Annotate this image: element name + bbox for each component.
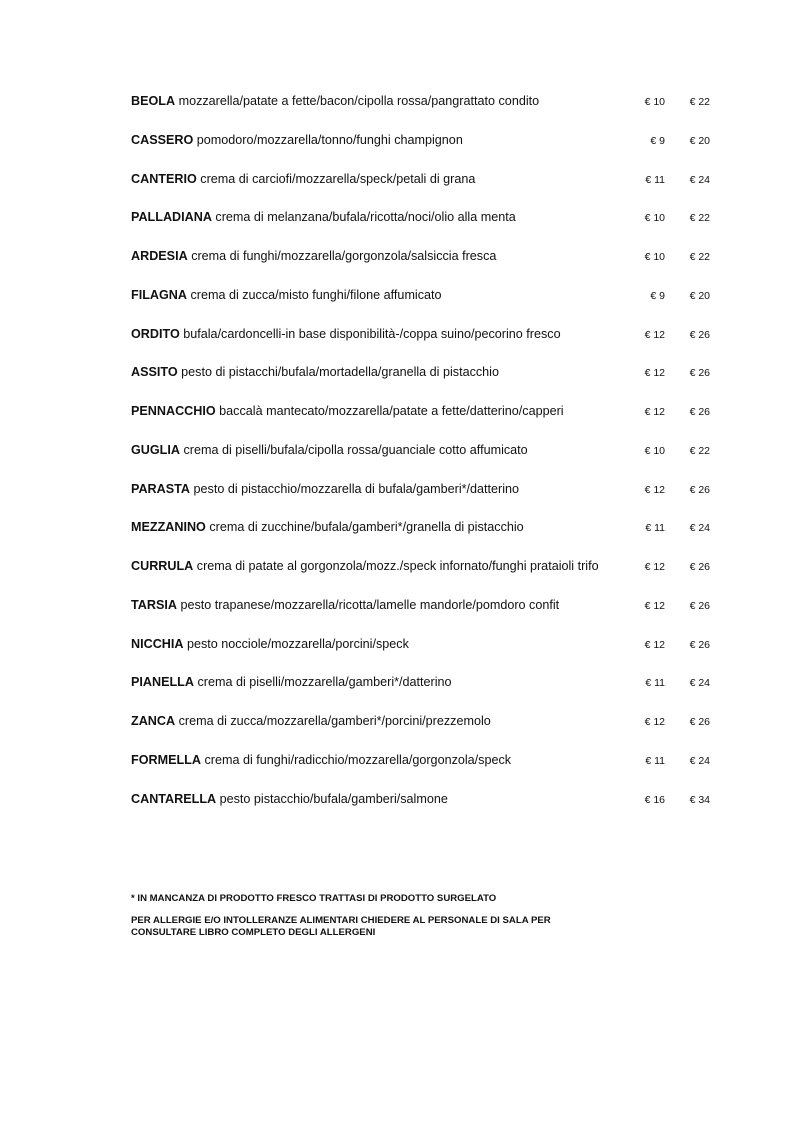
menu-item bbox=[131, 750, 731, 789]
price-small: € 9 bbox=[650, 289, 665, 302]
price-small: € 10 bbox=[644, 212, 665, 225]
item-description: crema di melanzana/bufala/ricotta/noci/olio alla menta bbox=[215, 210, 516, 225]
item-name: PALLADIANA bbox=[131, 210, 212, 225]
menu-item bbox=[131, 595, 731, 634]
price-large: € 26 bbox=[689, 638, 710, 651]
menu-item bbox=[131, 285, 731, 324]
price-small: € 11 bbox=[645, 754, 665, 767]
price-small: € 12 bbox=[644, 328, 665, 341]
price-small: € 10 bbox=[644, 444, 665, 457]
item-description: crema di piselli/bufala/cipolla rossa/guanciale cotto affumicato bbox=[183, 442, 528, 457]
price-large: € 26 bbox=[689, 599, 710, 612]
item-description: pesto trapanese/mozzarella/ricotta/lamelle mandorle/pomdoro confit bbox=[180, 597, 560, 612]
item-name: ARDESIA bbox=[131, 249, 188, 263]
price-large: € 24 bbox=[689, 173, 710, 186]
item-description: crema di funghi/radicchio/mozzarella/gorgonzola/speck bbox=[204, 752, 512, 767]
item-name: ZANCA bbox=[131, 714, 176, 728]
price-large: € 24 bbox=[689, 677, 710, 690]
item-description: bufala/cardoncelli-in base disponibilità-/coppa suino/pecorino fresco bbox=[183, 326, 561, 341]
item-description: pesto nocciole/mozzarella/porcini/speck bbox=[186, 636, 409, 651]
price-small: € 12 bbox=[644, 483, 665, 496]
item-name: BEOLA bbox=[131, 94, 176, 108]
price-small: € 11 bbox=[645, 173, 665, 186]
price-small: € 12 bbox=[644, 716, 665, 728]
price-small: € 16 bbox=[644, 793, 665, 806]
price-small: € 10 bbox=[644, 251, 665, 263]
price-large: € 26 bbox=[689, 483, 710, 496]
menu-item bbox=[131, 517, 731, 556]
item-description: baccalà mantecato/mozzarella/patate a fette/datterino/capperi bbox=[219, 404, 564, 418]
menu-item bbox=[131, 789, 731, 828]
price-large: € 26 bbox=[689, 716, 710, 728]
item-name: CANTARELLA bbox=[131, 791, 217, 806]
item-name: PARASTA bbox=[131, 481, 191, 496]
price-large: € 26 bbox=[689, 406, 710, 418]
item-name: CANTERIO bbox=[131, 171, 197, 186]
item-description: pesto di pistacchi/bufala/mortadella/granella di pistacchio bbox=[181, 365, 499, 380]
item-description: mozzarella/patate a fette/bacon/cipolla rossa/pangrattato condito bbox=[178, 94, 540, 108]
item-description: crema di piselli/mozzarella/gamberi*/datterino bbox=[197, 675, 452, 690]
item-name: ORDITO bbox=[131, 326, 180, 341]
menu-item bbox=[131, 207, 731, 246]
menu-item bbox=[131, 91, 731, 130]
item-name: CASSERO bbox=[131, 132, 194, 147]
price-large: € 22 bbox=[689, 212, 710, 225]
item-description: crema di patate al gorgonzola/mozz./speck infornato/funghi prataioli trifo bbox=[196, 559, 599, 573]
menu-item bbox=[131, 130, 731, 169]
price-large: € 20 bbox=[689, 134, 710, 147]
allergens-note: PER ALLERGIE E/O INTOLLERANZE ALIMENTARI CHIEDERE AL PERSONALE DI SALA PER CONSULTARE LIBRO COMPLETO DEGLI ALLERGENI bbox=[131, 914, 551, 938]
price-small: € 10 bbox=[644, 96, 665, 108]
menu-item bbox=[131, 440, 731, 479]
price-large: € 24 bbox=[689, 754, 710, 767]
item-description: pomodoro/mozzarella/tonno/funghi champignon bbox=[196, 132, 463, 147]
price-small: € 12 bbox=[644, 406, 665, 418]
price-large: € 26 bbox=[689, 328, 710, 341]
menu-item bbox=[131, 479, 731, 518]
price-large: € 22 bbox=[689, 444, 710, 457]
price-large: € 20 bbox=[689, 289, 710, 302]
price-large: € 22 bbox=[689, 251, 710, 263]
menu-item bbox=[131, 169, 731, 208]
price-large: € 24 bbox=[689, 522, 710, 535]
menu-item bbox=[131, 672, 731, 711]
item-description: crema di zucchine/bufala/gamberi*/granella di pistacchio bbox=[209, 520, 524, 535]
menu-item bbox=[131, 324, 731, 363]
item-name: TARSIA bbox=[131, 597, 177, 612]
frozen-product-note: * IN MANCANZA DI PRODOTTO FRESCO TRATTASI DI PRODOTTO SURGELATO bbox=[131, 893, 497, 904]
price-small: € 9 bbox=[650, 134, 665, 147]
item-name: GUGLIA bbox=[131, 442, 180, 457]
price-small: € 11 bbox=[645, 677, 665, 690]
price-small: € 11 bbox=[645, 522, 665, 535]
price-large: € 34 bbox=[689, 793, 710, 806]
menu-notes bbox=[131, 893, 611, 940]
item-name: NICCHIA bbox=[131, 636, 184, 651]
item-description: pesto pistacchio/bufala/gamberi/salmone bbox=[219, 791, 448, 806]
price-small: € 12 bbox=[644, 561, 665, 573]
item-name: CURRULA bbox=[131, 559, 194, 573]
item-name: ASSITO bbox=[131, 365, 178, 380]
price-small: € 12 bbox=[644, 367, 665, 380]
item-description: crema di zucca/misto funghi/filone affumicato bbox=[190, 287, 442, 302]
item-description: crema di funghi/mozzarella/gorgonzola/salsiccia fresca bbox=[191, 249, 497, 263]
item-name: MEZZANINO bbox=[131, 520, 206, 535]
item-description: crema di carciofi/mozzarella/speck/petali di grana bbox=[200, 171, 476, 186]
price-small: € 12 bbox=[644, 599, 665, 612]
item-description: pesto di pistacchio/mozzarella di bufala/gamberi*/datterino bbox=[193, 481, 520, 496]
menu-item bbox=[131, 634, 731, 673]
item-name: PIANELLA bbox=[131, 675, 194, 690]
item-name: FILAGNA bbox=[131, 287, 187, 302]
menu-item bbox=[131, 556, 731, 595]
item-name: PENNACCHIO bbox=[131, 404, 216, 418]
menu-item bbox=[131, 246, 731, 285]
price-large: € 22 bbox=[689, 96, 710, 108]
menu-item bbox=[131, 362, 731, 401]
price-large: € 26 bbox=[689, 367, 710, 380]
menu-item bbox=[131, 711, 731, 750]
price-small: € 12 bbox=[644, 638, 665, 651]
pizza-menu-list bbox=[131, 91, 731, 827]
price-large: € 26 bbox=[689, 561, 710, 573]
item-name: FORMELLA bbox=[131, 752, 201, 767]
menu-item bbox=[131, 401, 731, 440]
item-description: crema di zucca/mozzarella/gamberi*/porcini/prezzemolo bbox=[178, 714, 491, 728]
